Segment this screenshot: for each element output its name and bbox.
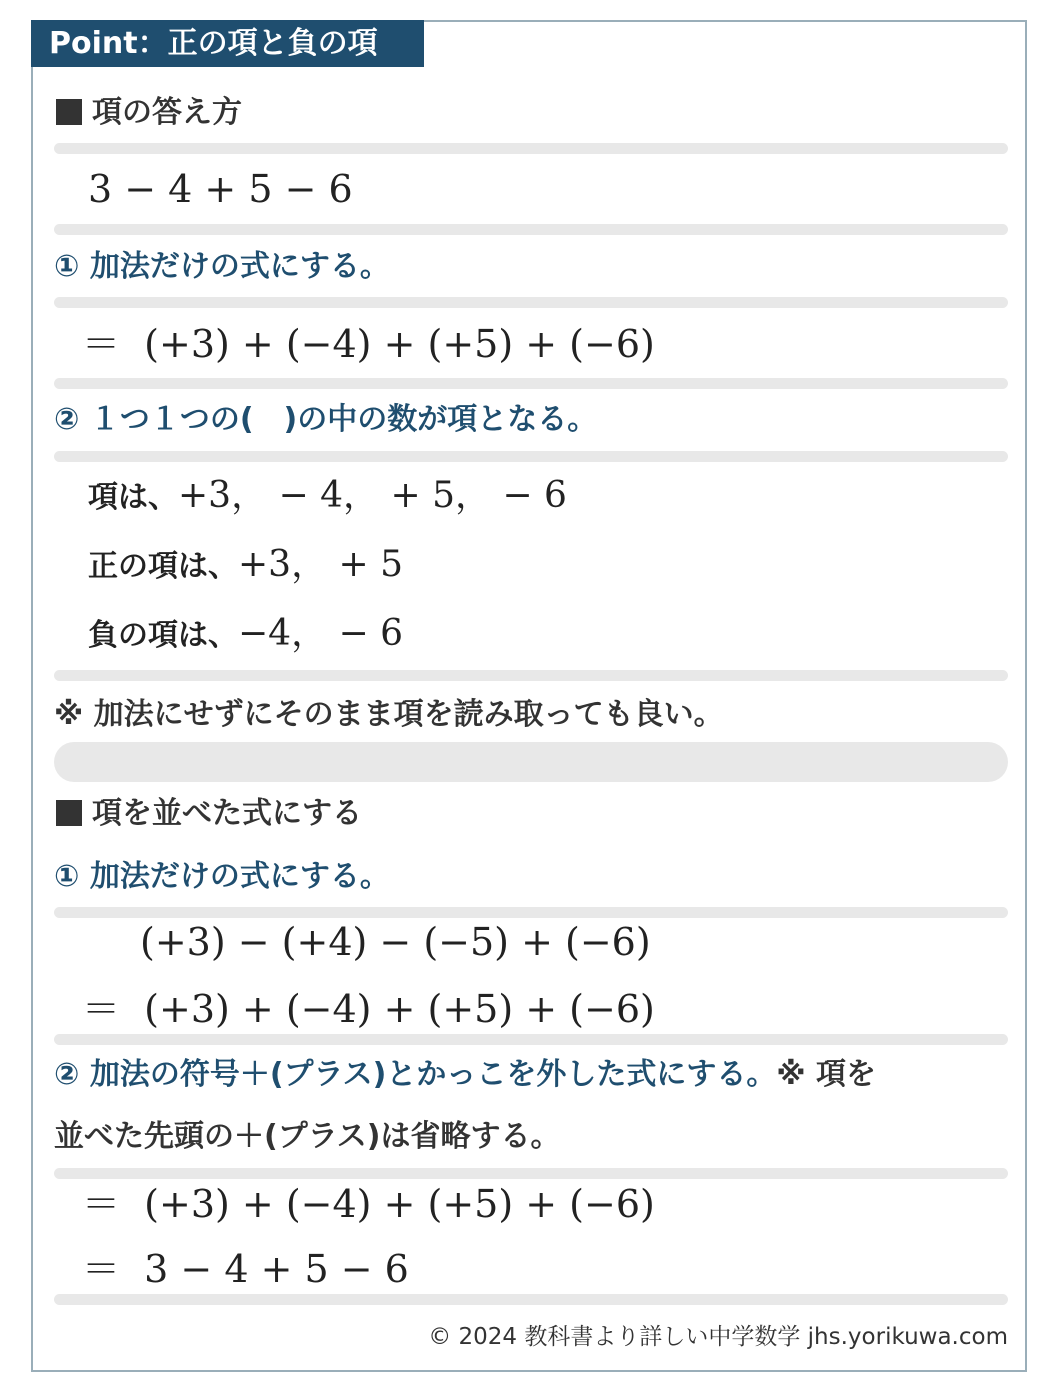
section1-step1: ① 加法だけの式にする。	[54, 249, 390, 284]
square-bullet-icon	[56, 800, 82, 826]
divider-bar	[54, 143, 1008, 154]
section2-step2-line2: 並べた先頭の＋(プラス)は省略する。	[54, 1119, 561, 1154]
point-title: Point：正の項と負の項	[31, 20, 424, 67]
terms-all	[88, 474, 567, 520]
divider-bar	[54, 670, 1008, 681]
section2-heading	[56, 794, 362, 834]
terms-value: −4， − 6	[238, 613, 404, 654]
divider-bar	[54, 297, 1008, 308]
square-bullet-icon	[56, 99, 82, 125]
section2-step1-line1: (+3) − (+4) − (−5) + (−6)	[140, 920, 651, 964]
terms-value: +3， + 5	[238, 544, 404, 585]
section1-step2: ② １つ１つの( )の中の数が項となる。	[54, 402, 598, 437]
divider-bar	[54, 1168, 1008, 1179]
section2-step1-line2: ＝ (+3) + (−4) + (+5) + (−6)	[82, 987, 655, 1031]
copyright: © 2024 教科書より詳しい中学数学 jhs.yorikuwa.com	[428, 1324, 1008, 1350]
terms-label: 負の項は、	[88, 618, 238, 653]
divider-bar	[54, 1294, 1008, 1305]
section2-step2-math2: ＝ 3 − 4 + 5 − 6	[82, 1247, 409, 1291]
section2-step2	[54, 1055, 876, 1095]
section1-heading	[56, 93, 242, 133]
terms-value: +3， − 4， + 5， − 6	[178, 475, 567, 516]
section2-step2-text: ② 加法の符号＋(プラス)とかっこを外した式にする。	[54, 1057, 777, 1092]
section1-step1-math: ＝ (+3) + (−4) + (+5) + (−6)	[82, 322, 655, 366]
section-separator	[54, 742, 1008, 782]
section2-step2-math1: ＝ (+3) + (−4) + (+5) + (−6)	[82, 1182, 655, 1226]
divider-bar	[54, 1034, 1008, 1045]
section2-heading-text: 項を並べた式にする	[92, 796, 362, 831]
terms-positive	[88, 543, 403, 589]
divider-bar	[54, 451, 1008, 462]
terms-negative	[88, 612, 403, 658]
section2-step2-note: ※ 項を	[776, 1057, 876, 1092]
divider-bar	[54, 378, 1008, 389]
section2-step1: ① 加法だけの式にする。	[54, 859, 390, 894]
divider-bar	[54, 224, 1008, 235]
terms-label: 項は、	[88, 480, 178, 515]
terms-label: 正の項は、	[88, 549, 238, 584]
divider-bar	[54, 907, 1008, 918]
section1-note: ※ 加法にせずにそのまま項を読み取っても良い。	[54, 697, 724, 732]
section1-heading-text: 項の答え方	[92, 95, 242, 130]
expression: 3 − 4 + 5 − 6	[88, 167, 353, 211]
